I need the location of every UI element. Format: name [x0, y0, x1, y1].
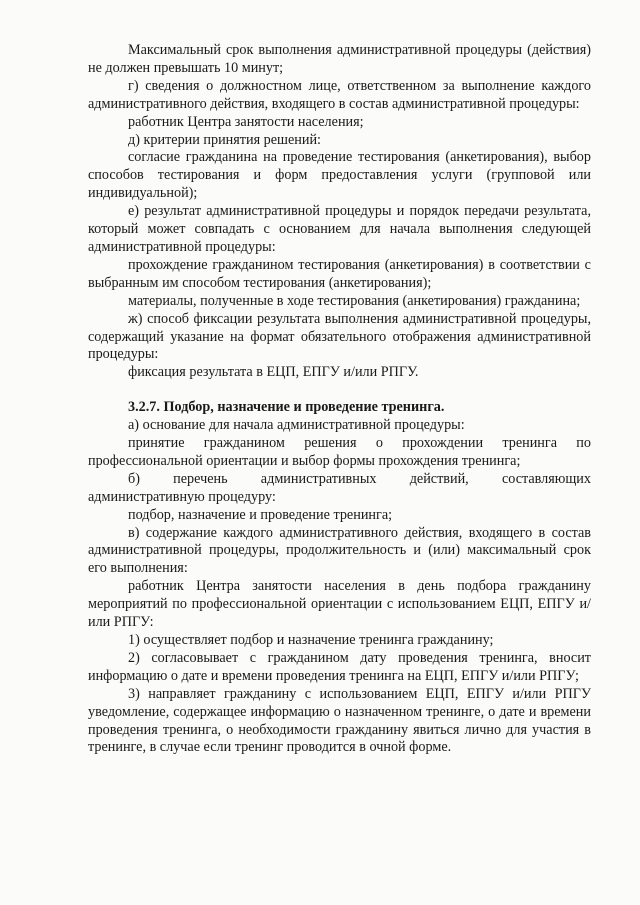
- paragraph: а) основание для начала административной процедуры:: [128, 417, 465, 434]
- paragraph: 2) согласовывает с гражданином дату проведения тренинга, вносит информацию о дате и времени проведения тренинга на ЕЦП, ЕПГУ и/или РПГУ;: [88, 649, 591, 684]
- paragraph: прохождение гражданином тестирования (анкетирования) в соответствии с выбранным им способом тестирования (анкетирования);: [88, 256, 591, 291]
- paragraph: материалы, полученные в ходе тестирования (анкетирования) гражданина;: [128, 292, 581, 309]
- paragraph: в) содержание каждого административного действия, входящего в состав административной процедуры, продолжительность и (или) максимальный срок его выполнения:: [88, 524, 591, 577]
- paragraph: д) критерии принятия решений:: [128, 131, 321, 148]
- section-heading: 3.2.7. Подбор, назначение и проведение тренинга.: [128, 399, 445, 416]
- paragraph: фиксация результата в ЕЦП, ЕПГУ и/или РПГУ.: [128, 364, 419, 381]
- paragraph: б) перечень административных действий, составляющих административную процедуру:: [88, 470, 591, 505]
- paragraph: Максимальный срок выполнения административной процедуры (действия) не должен превышать 10 минут;: [88, 42, 591, 76]
- paragraph: г) сведения о должностном лице, ответственном за выполнение каждого административного действия, входящего в состав административной процедуры:: [88, 77, 591, 112]
- paragraph: принятие гражданином решения о прохождении тренинга по профессиональной ориентации и выбор формы прохождения тренинга;: [88, 435, 591, 469]
- paragraph: согласие гражданина на проведение тестирования (анкетирования), выбор способов тестирования и форм предоставления услуги (групповой или индивидуальной);: [88, 149, 591, 202]
- paragraph: е) результат административной процедуры и порядок передачи результата, который может совпадать с основанием для начала выполнения следующей административной процедуры:: [88, 203, 591, 255]
- paragraph: работник Центра занятости населения;: [128, 113, 364, 130]
- paragraph: подбор, назначение и проведение тренинга;: [128, 506, 393, 523]
- paragraph: 1) осуществляет подбор и назначение тренинга гражданину;: [128, 632, 494, 648]
- paragraph: ж) способ фиксации результата выполнения административной процедуры, содержащий указание на формат обязательного отображения административной процедуры:: [88, 310, 591, 363]
- paragraph: 3) направляет гражданину с использованием ЕЦП, ЕПГУ и/или РПГУ уведомление, содержащее информацию о назначенном тренинге, о дате и времени проведения тренинга, о необходимости гражданину явиться лично для участия в тренинге, в случае если тренинг проводится в очной форме.: [88, 685, 591, 756]
- paragraph: работник Центра занятости населения в день подбора гражданину мероприятий по профессиональной ориентации с использованием ЕЦП, ЕПГУ и/или РПГУ:: [88, 578, 591, 631]
- document-body: [88, 42, 591, 757]
